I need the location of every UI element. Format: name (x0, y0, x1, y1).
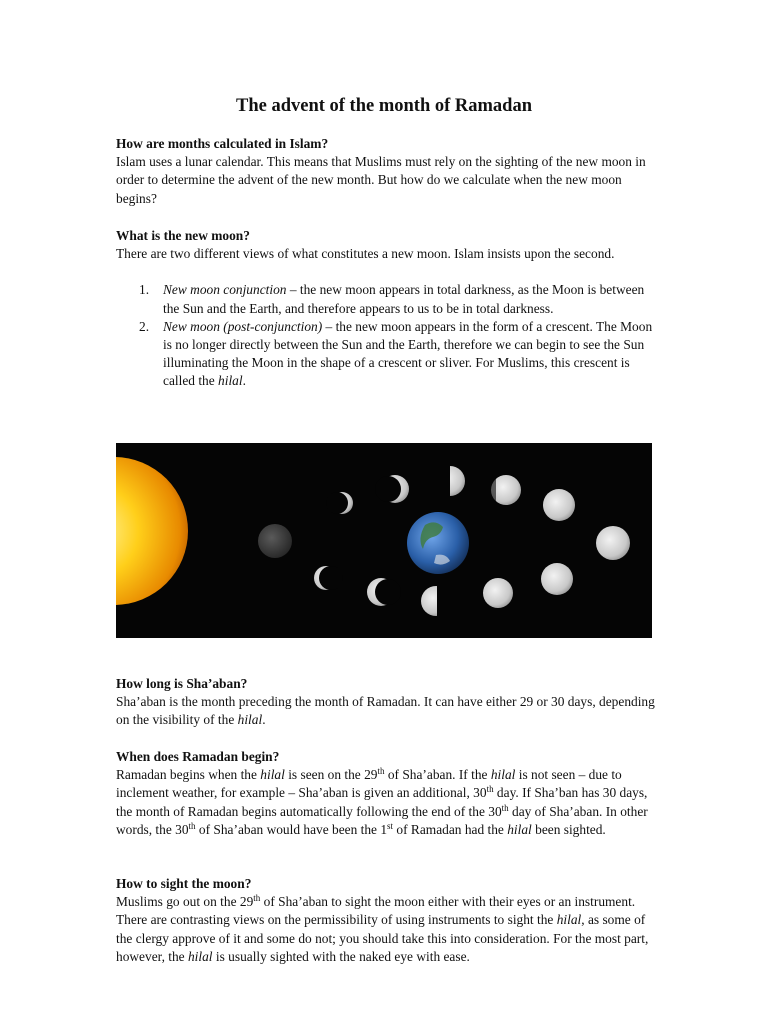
gibbous-moon-icon (541, 563, 573, 595)
term-hilal: hilal (260, 767, 285, 783)
moon-phases-diagram-icon (116, 443, 652, 638)
full-moon-icon (596, 526, 630, 560)
section-heading: How to sight the moon? (116, 876, 252, 891)
text-run: day of Sha’aban. In other words, the 30 (116, 803, 648, 837)
list-text: – the new moon appears in total darkness, as the Moon is between the Sun and the Earth, and therefore appears to us to be in total darkness. (163, 282, 645, 316)
list-number: 1. (139, 282, 150, 298)
text-run: , as some of the clergy approve of it and some do not; you should take this into consideration. For the most part, however, the (116, 912, 649, 964)
text-run: . (262, 712, 266, 728)
half-moon-icon (435, 465, 465, 497)
text-run: is seen on the 29 (284, 767, 378, 783)
new-moon-icon (258, 524, 292, 558)
term-hilal: hilal (507, 821, 532, 837)
sun-icon (116, 457, 188, 605)
section-paragraph: There are two different views of what constitutes a new moon. Islam insists upon the second. (116, 246, 615, 262)
section-heading: When does Ramadan begin? (116, 749, 280, 764)
section-ramadan-begin (116, 748, 656, 839)
section-months-calculation (116, 135, 656, 208)
text-run: of Ramadan had the (393, 821, 508, 837)
text-run: Sha’aban is the month preceding the month of Ramadan. It can have either 29 or 30 days, depending on the visibility of the (116, 694, 655, 728)
text-run: Muslims go out on the 29 (116, 894, 254, 910)
text-run: of Sha’aban to sight the moon either with their eyes or an instrument. There are contrasting views on the permissibility of using instruments to sight the (116, 894, 636, 928)
list-text: – the new moon appears in the form of a crescent. The Moon is no longer directly between the Sun and the Earth, therefore we can begin to see the Sun illuminating the Moon in the shape of a crescent or sliver. For Muslims, this crescent is called the (163, 318, 653, 389)
superscript: st (387, 820, 394, 831)
crescent-moon-icon (326, 492, 353, 514)
section-heading: How are months calculated in Islam? (116, 136, 329, 151)
text-run: been sighted. (531, 821, 606, 837)
superscript: th (188, 820, 196, 831)
section-heading: How long is Sha’aban? (116, 676, 248, 691)
term-hilal: hilal (490, 767, 516, 783)
text-run: of Sha’aban. If the (384, 767, 491, 783)
text-run: Ramadan begins when the (116, 767, 261, 783)
text-run: is not seen – due to inclement weather, for example – Sha’aban is given an additional, 30 (116, 767, 622, 801)
term-hilal: hilal (237, 712, 263, 728)
text-run: of Sha’aban would have been the 1 (195, 821, 388, 837)
crescent-moon-icon (375, 475, 409, 503)
list-term: New moon conjunction (163, 282, 287, 298)
half-moon-icon (421, 585, 452, 617)
list-item (116, 318, 656, 391)
section-paragraph (116, 766, 656, 839)
earth-icon (407, 512, 469, 574)
page-title: The advent of the month of Ramadan (235, 96, 533, 116)
list-end: . (242, 373, 246, 389)
list-term-hilal: hilal (218, 373, 243, 389)
new-moon-list (116, 281, 656, 390)
gibbous-moon-icon (483, 578, 513, 608)
section-shaaban-length (116, 675, 656, 730)
superscript: th (377, 766, 385, 777)
gibbous-moon-icon (543, 489, 575, 521)
term-hilal: hilal (187, 948, 213, 964)
section-paragraph: Islam uses a lunar calendar. This means that Muslims must rely on the sighting of the new moon in order to determine the advent of the new month. But how do we calculate when the new moon begins? (116, 154, 646, 206)
text-run: day. If Sha’ban has 30 days, the month of Ramadan begins automatically following the end of the 30 (116, 785, 648, 819)
superscript: th (253, 893, 261, 904)
superscript: th (486, 784, 494, 795)
list-item (116, 281, 656, 317)
crescent-moon-icon (367, 578, 401, 606)
section-sight-moon (116, 875, 656, 966)
section-heading: What is the new moon? (116, 228, 250, 243)
list-term: New moon (post-conjunction) (163, 318, 323, 334)
section-new-moon (116, 227, 656, 391)
moon-shadow (491, 474, 496, 506)
list-number: 2. (139, 318, 150, 334)
section-paragraph (116, 893, 656, 966)
crescent-moon-icon (314, 566, 343, 590)
moon-phases-image (116, 443, 652, 638)
section-paragraph (116, 693, 656, 729)
text-run: is usually sighted with the naked eye with ease. (212, 948, 470, 964)
superscript: th (501, 802, 509, 813)
term-hilal: hilal (556, 912, 582, 928)
